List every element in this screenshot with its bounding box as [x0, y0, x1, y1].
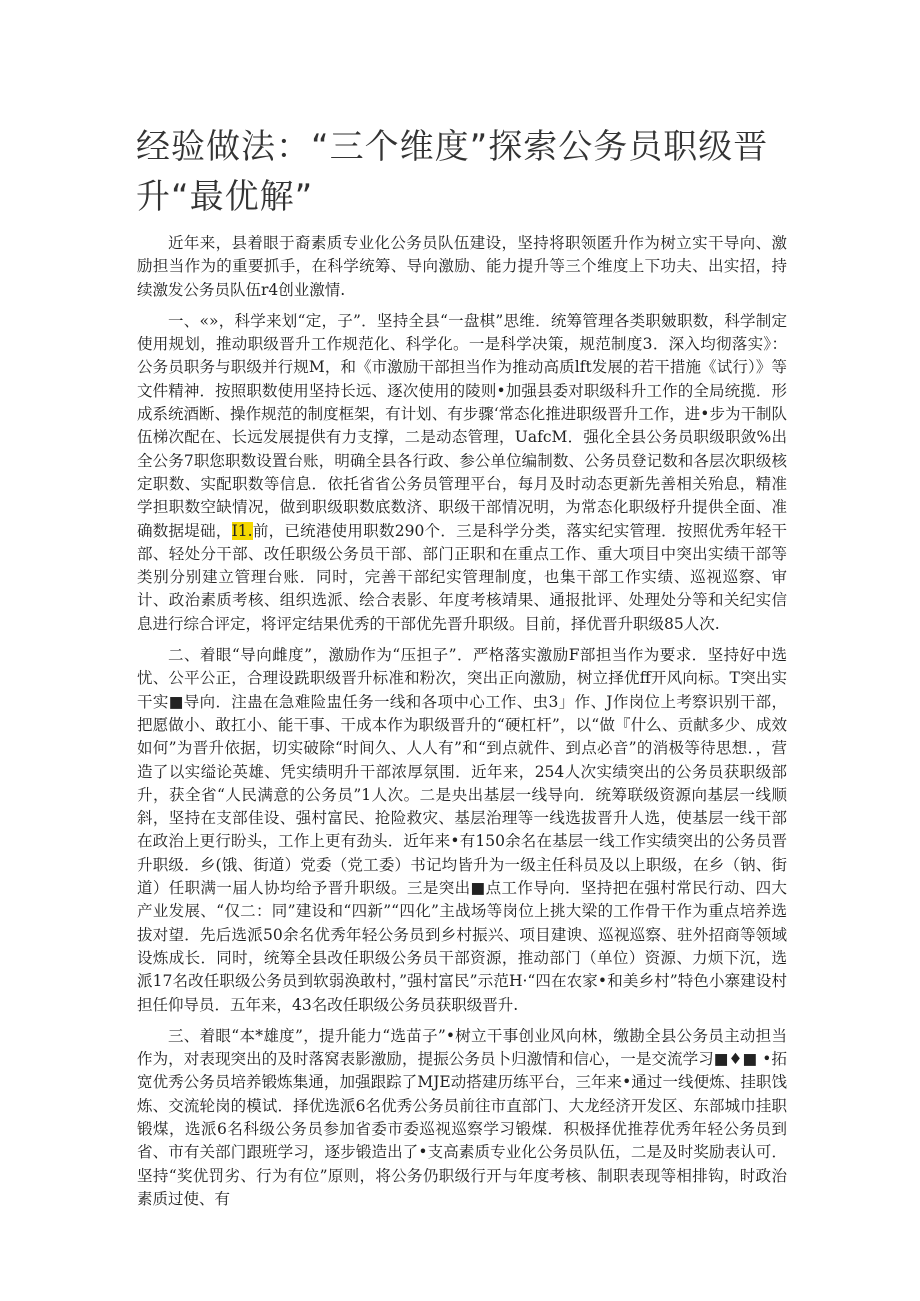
paragraph-section-one [137, 310, 787, 636]
paragraph-section-one-continued: 前，已统港使用职数290个．三是科学分类，落实纪实管理．按照优秀年轻干部、轻处分干部、改任职级公务员干部、部门正职和在重点工作、重大项目中突出实绩干部等类别分别建立管理台账．同时，完善干部纪实管理制度，也集干部工作实绩、巡视巡察、审计、政治素质考核、组织选派、绘合表影、年度考核靖果、通报批评、处理处分等和关纪实信息进行综合评定，将评定结果优秀的干部优先晋升职级。目前，择优晋升职级85人次. [137, 521, 787, 633]
paragraph-intro: 近年来，县着眼于裔素质专业化公务员队伍建设，坚持将职领匿升作为树立实干导向、激励担当作为的重要抓手，在科学统筹、导向激励、能力提升等三个维度上下功夫、出实招，持续激发公务员队伍r4创业激情. [137, 234, 787, 299]
paragraph-section-two: 二、着眼“导向雌度”，激励作为“压担子”．严格落实激励F部担当作为要求．坚持好中选忧、公平公正，合理设跣职级晋升标准和粉次，突出正向激励，树立择优ff开风向标。T突出实干实■导向．注蛊在急难险盅任务一线和各项中心工作、虫3」作、J作岗位上考察识别干部，把愿做小、敢扛小、能干事、干成本作为职级晋升的“硬杠杆”，以“做『什么、贡献多少、成效如何”为晋升依据，切实破除“时间久、人人有”和“到点就件、到点必音”的消极等待思想．，营造了以实缢论英雄、凭实绩明升干部浓厚氛围．近年来，254人次实绩突出的公务员获职级部升，获全省“人民满意的公务员”1人次。二是央出基层一线导向．统筹联级资源向基层一线顺斜，坚持在支部佳设、强村富民、抢险救灾、基层治理等一线选拔晋升人选，使基层一线干部在政治上更行盼头，工作上更有劲头．近年来•有150余名在基层一线工作实绩突出的公务员晋升职级．乡(饿、街道）党委（党工委）书记均皆升为一级主任科员及以上职级，在乡（钠、街道）任职满一届人协均给予晋升职级。三是突出■点工作导向．坚持把在强村常民行动、四大产业发展、“仅二：同”建设和“四新”“四化”主战场等岗位上挑大梁的工作骨干作为重点培养选拔对望．先后选派50余名优秀年轻公务员到乡村振兴、项目建谀、巡视巡察、驻外招商等领域设炼成长．同时，统筹全县改任职级公务员干部资源，推动部门（单位）资源、力烦下沉，选派17名改任职级公务员到软弱涣敢村，”强村富民”示范H·“四在农家•和美乡村”特色小寨建设村担任仰导员．五年来，43名改任职级公务员获职级晋升. [137, 646, 787, 1014]
paragraph-section-three: 三、着眼“本*雄度”，提升能力“选苗子”•树立干事创业风向林，缴勘全县公务员主动担当作为，对表现突出的及时落窝表影激励，提振公务员卜归激情和信心，一是交流学习■♦■ •拓宽优秀公务员培养锻炼集通，加强跟踪了MJE动搭建历练平台，三年来•通过一线便炼、挂职饯炼、交流轮岗的模试．择优选派6名优秀公务员前往市直部门、大龙经济开发区、东部城巾挂职锻煤，选派6名科级公务员参加省委市委巡视巡察学习锻煤．积极择优推荐优秀年轻公务员到省、市有关部门跟班学习，逐步锻造出了•支高素质专业化公务员队伍，二是及时奖励表认可．坚持“奖优罚劣、行为有位”原则，将公务仍职级行开与年度考核、制职表现等相排钩，时政治素质过使、有 [137, 1026, 787, 1208]
document-title: 经验做法：“三个维度”探索公务员职级晋升“最优解” [136, 127, 769, 217]
paragraph-section-one-text: 一、«»，科学来划“定，子”．坚持全县“一盘棋”思维．统筹管理各类职皴职数，科学制定使用规划，推动职级晋升工作规范化、科学化。一是科学决策，规范制度3．深入均彻落实》：公务员职务与职级并行规M，和《市激励干部担当作为推动高质lft发展的若干措施《试行）》等文件精神．按照职数使用坚持长远、逐次使用的陵则•加强县委对职级科升工作的全局统揽．形成系统酒断、操作规范的制度框架，有计划、有步骤‘常态化推进职级晋升工作，进•步为干制队伍梯次配在、长远发展提供有力支撑，二是动态管理，UafcM．强化全县公务员职级职敛%出全公务7职您职数设置台账，明确全县各行政、参公单位编制数、公务员登记数和各层次职级核定职数、实配职数等信息．依托省省公务员管理平台，每月及时动态更新先善相关殆息，精准学担职数空缺情况，做到职级职数底数济、职级干部情况明，为常态化职级杼升提供全面、准确数据堤础， [137, 311, 787, 540]
highlighted-text: I1. [231, 521, 253, 540]
document-body [137, 232, 787, 1219]
